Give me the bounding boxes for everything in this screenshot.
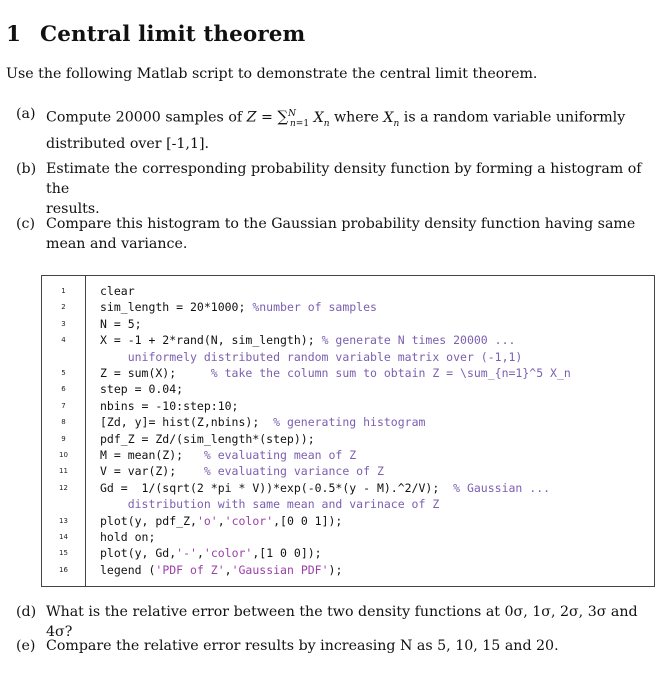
section-title <box>6 22 661 47</box>
code-text: ,[0 0 1]); <box>273 513 343 528</box>
code-line-number: 14 <box>59 533 68 541</box>
code-text: sim_length = 20*1000; <box>100 300 253 315</box>
code-line-number: 7 <box>61 401 66 410</box>
code-text: pdf_Z = Zd/(sim_length*(step)); <box>100 431 315 446</box>
code-text: nbins = -10:step:10; <box>100 398 239 413</box>
code-text: [Zd, y]= hist(Z,nbins); <box>100 415 274 430</box>
code-line <box>100 350 522 364</box>
code-line-number: 13 <box>59 516 68 525</box>
matlab-code-listing <box>41 275 655 587</box>
code-line-number: 9 <box>61 434 66 443</box>
code-comment: % generating histogram <box>273 415 426 430</box>
part-label: (e) <box>16 638 36 654</box>
code-line-number: 8 <box>61 418 66 427</box>
part-b <box>16 159 656 219</box>
code-line-number: 2 <box>61 303 66 312</box>
part-label: (d) <box>16 604 37 620</box>
code-line-number: 12 <box>59 483 68 492</box>
code-line <box>100 497 439 511</box>
intro-paragraph: Use the following Matlab script to demonstrate the central limit theorem. <box>6 66 538 82</box>
code-string: '-' <box>176 546 197 561</box>
part-a <box>16 104 656 154</box>
code-text: clear <box>100 284 135 298</box>
code-string: 'color' <box>203 546 253 561</box>
code-string: 'PDF of Z' <box>155 562 225 577</box>
code-line-number: 11 <box>59 467 68 476</box>
code-comment: uniformely distributed random variable matrix over (-1,1) <box>100 349 523 364</box>
code-line-number: 4 <box>61 336 66 345</box>
code-text: hold on; <box>100 530 156 544</box>
code-text: plot(y, Gd, <box>100 546 177 561</box>
code-line <box>100 399 238 413</box>
code-line <box>100 546 322 560</box>
code-line-number: 5 <box>61 369 66 377</box>
code-comment: % Gaussian ... <box>453 480 551 495</box>
code-string: 'o' <box>196 513 218 528</box>
code-line-number: 16 <box>59 565 68 574</box>
code-line <box>100 563 342 577</box>
code-line <box>100 432 315 446</box>
part-b-line2: results. <box>46 201 100 217</box>
code-line <box>100 382 183 396</box>
part-label: (b) <box>16 161 37 177</box>
code-text: Gd = 1/(sqrt(2 *pi * V))*exp(-0.5*(y - M).^2/V); <box>100 480 454 495</box>
part-a-text: Compute 20000 samples of Z = ∑$^N_{n=1}$ $X_n$ where $X_n$ is a random variable uniformly distributed over [-1,1]. <box>46 107 626 152</box>
code-line <box>100 530 155 544</box>
code-text: M = mean(Z); <box>100 448 204 462</box>
code-text: N = 5; <box>100 316 142 331</box>
part-c <box>16 214 656 254</box>
part-c-line1: Compare this histogram to the Gaussian probability density function having same <box>46 216 636 232</box>
part-label: (a) <box>16 106 36 122</box>
code-text: , <box>196 546 204 561</box>
code-text: plot(y, pdf_Z, <box>100 513 197 528</box>
code-comment: % take the column sum to obtain Z = \sum_{n=1}^5 X_n <box>210 366 571 380</box>
code-text: Z = sum(X); <box>100 366 211 380</box>
code-string: 'color' <box>224 513 274 528</box>
code-line <box>100 284 135 298</box>
code-text: X = -1 + 2*rand(N, sim_length); <box>100 333 322 348</box>
part-e <box>16 636 656 656</box>
sum-formula: Z <box>246 109 257 126</box>
code-line <box>100 481 550 495</box>
code-line-number: 1 <box>61 287 66 295</box>
code-line <box>100 448 356 462</box>
code-text: V = var(Z); <box>100 464 204 479</box>
section-heading <box>6 22 661 47</box>
section-number: 1 <box>6 22 22 47</box>
code-text: legend ( <box>100 562 156 577</box>
code-line <box>100 415 425 429</box>
code-comment: % generate N times 20000 ... <box>321 333 516 348</box>
code-line-number: 10 <box>59 451 68 459</box>
part-e-line1: Compare the relative error results by increasing N as 5, 10, 15 and 20. <box>46 638 559 654</box>
code-line <box>100 333 515 347</box>
code-string: 'Gaussian PDF' <box>231 562 329 577</box>
code-line <box>100 317 142 331</box>
code-line-number: 3 <box>61 319 66 328</box>
code-text: , <box>224 562 232 577</box>
code-comment: % evaluating variance of Z <box>203 464 384 479</box>
code-line <box>100 300 377 314</box>
code-text: step = 0.04; <box>100 382 184 397</box>
code-comment: %number of samples <box>252 300 377 315</box>
part-c-line2: mean and variance. <box>46 236 188 252</box>
code-text: , <box>217 513 225 528</box>
code-line <box>100 366 571 380</box>
part-d-line1: What is the relative error between the two density functions at 0σ, 1σ, 2σ, 3σ and 4σ? <box>46 604 638 640</box>
part-label: (c) <box>16 216 36 232</box>
code-line-number: 6 <box>61 385 66 394</box>
code-comment: distribution with same mean and varinace of Z <box>100 497 440 512</box>
code-line-number: 15 <box>59 549 68 558</box>
section-title-text: Central limit theorem <box>40 22 306 47</box>
code-line <box>100 514 342 528</box>
code-text: ,[1 0 0]); <box>252 546 322 561</box>
part-b-line1: Estimate the corresponding probability density function by forming a histogram of the <box>46 161 642 197</box>
code-comment: % evaluating mean of Z <box>203 448 357 462</box>
code-line <box>100 464 384 478</box>
code-text: ); <box>328 562 343 577</box>
